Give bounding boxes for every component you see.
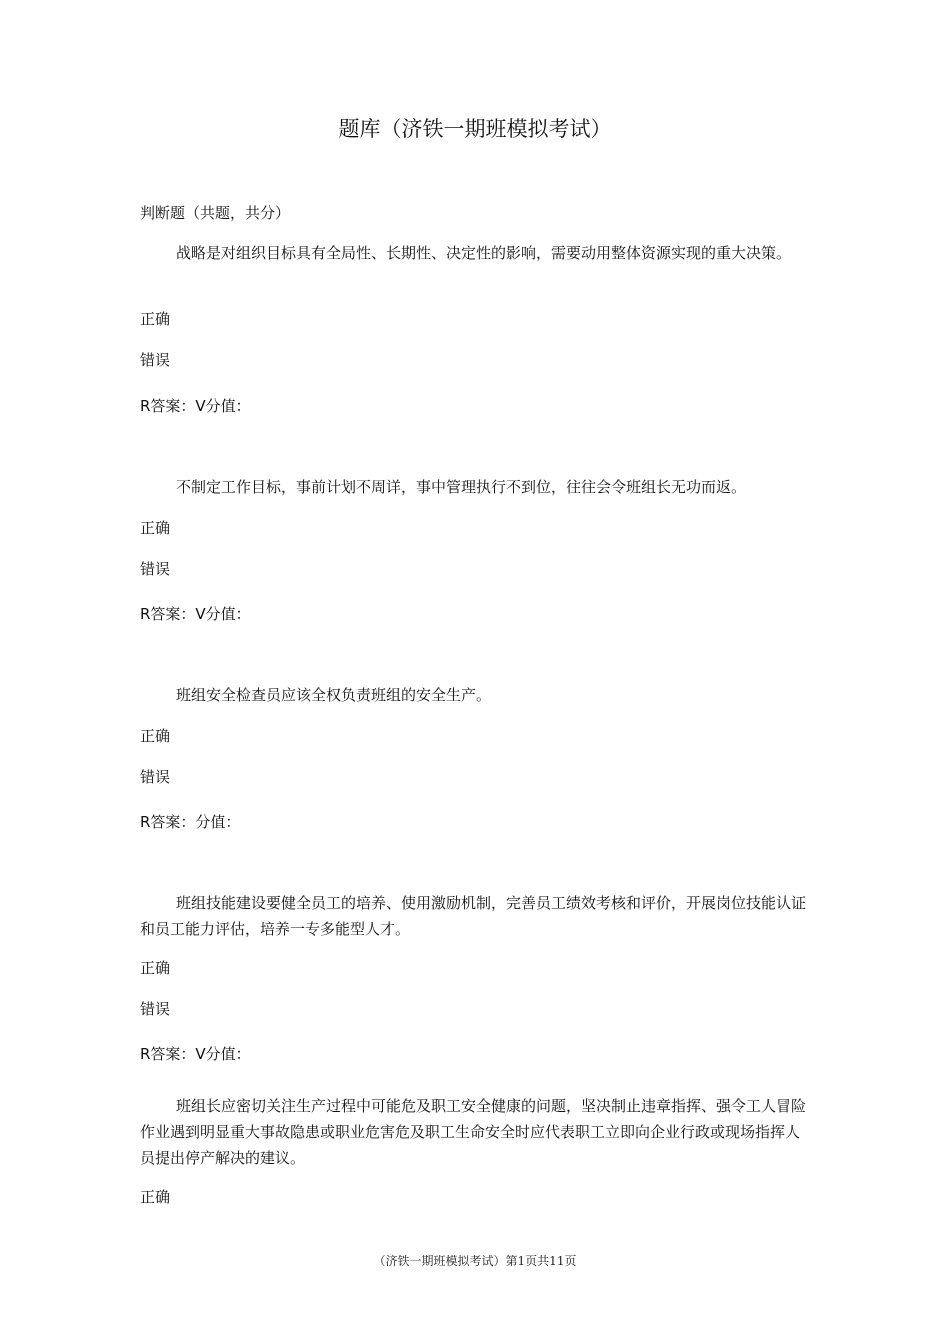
option-false-2: 错误 [140,560,171,578]
answer-line-1: R答案：V分值： [140,397,251,415]
option-false-1: 错误 [140,351,171,369]
section-heading: 判断题（共题，共分） [140,204,291,222]
answer-line-3: R答案：分值： [140,813,241,831]
option-true-2: 正确 [140,519,171,537]
option-true-3: 正确 [140,727,171,745]
question-text-4: 班组技能建设要健全员工的培养、使用激励机制，完善员工绩效考核和评价，开展岗位技能认证和员工能力评估，培养一专多能型人才。 [140,894,807,938]
page-footer: （济铁一期班模拟考试）第1页共11页 [373,1254,577,1268]
option-true-4: 正确 [140,959,171,977]
question-text-1: 战略是对组织目标具有全局性、长期性、决定性的影响，需要动用整体资源实现的重大决策。 [176,244,792,262]
answer-line-2: R答案：V分值： [140,605,251,623]
question-text-5: 班组长应密切关注生产过程中可能危及职工安全健康的问题，坚决制止违章指挥、强令工人冒险作业遇到明显重大事故隐患或职业危害危及职工生命安全时应代表职工立即向企业行政或现场指挥人员提出停产解决的建议。 [140,1097,807,1167]
option-false-4: 错误 [140,1000,171,1018]
option-true-5: 正确 [140,1188,171,1206]
question-text-3: 班组安全检查员应该全权负责班组的安全生产。 [176,686,492,704]
answer-line-4: R答案：V分值： [140,1045,251,1063]
question-text-2: 不制定工作目标，事前计划不周详，事中管理执行不到位，往往会令班组长无功而返。 [176,478,747,496]
page-title: 题库（济铁一期班模拟考试） [338,117,612,141]
option-true-1: 正确 [140,310,171,328]
option-false-3: 错误 [140,768,171,786]
